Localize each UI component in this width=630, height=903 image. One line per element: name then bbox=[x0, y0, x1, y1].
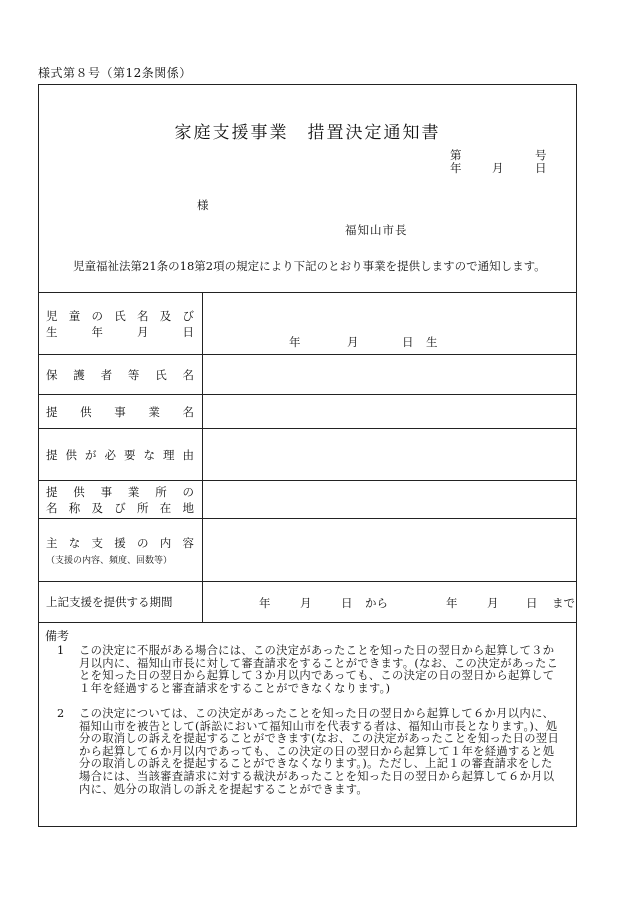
period-to-year: 年 bbox=[446, 596, 458, 610]
date-day: 日 bbox=[535, 161, 547, 175]
intro-text: 児童福祉法第21条の18第2項の規定により下記のとおり事業を提供しますので通知します。 bbox=[73, 259, 546, 273]
form-number-label: 様式第８号（第12条関係） bbox=[38, 66, 192, 80]
reason-label: 提 供 が 必 要 な 理 由 bbox=[39, 429, 203, 481]
notice-form bbox=[38, 84, 577, 827]
note-item-1 bbox=[57, 645, 562, 695]
child-value[interactable] bbox=[203, 293, 577, 355]
birth-day: 日 bbox=[402, 335, 414, 349]
note-item-2 bbox=[57, 708, 562, 796]
birth-suffix: 生 bbox=[426, 335, 438, 349]
page-title: 家庭支援事業 措置決定通知書 bbox=[174, 123, 441, 143]
row-guardian bbox=[39, 355, 577, 395]
number-suffix: 号 bbox=[535, 148, 547, 162]
period-to-day: 日 bbox=[526, 596, 538, 610]
office-value[interactable] bbox=[203, 481, 577, 519]
guardian-label: 保 護 者 等 氏 名 bbox=[39, 355, 203, 395]
period-to-month: 月 bbox=[487, 596, 499, 610]
issuer: 福知山市長 bbox=[345, 223, 408, 237]
period-from-month: 月 bbox=[300, 596, 312, 610]
recipient-honorific: 様 bbox=[197, 198, 209, 212]
note-text: この決定に不服がある場合には、この決定があったことを知った日の翌日から起算して３か月以内に、福知山市長に対して審査請求をすることができます。(なお、この決定があったことを知った日の翌日から起算して３か月以内であっても、この決定の日の翌日から起算して１年を経過すると審査請求をすることができなくなります。) bbox=[79, 644, 559, 695]
child-label-line1: 児 童 の 氏 名 及 び bbox=[46, 308, 194, 323]
period-from-label: から bbox=[365, 596, 388, 610]
date-month: 月 bbox=[492, 161, 504, 175]
row-child bbox=[39, 293, 577, 355]
birth-year: 年 bbox=[289, 335, 301, 349]
notes-header: 備考 bbox=[45, 629, 70, 643]
period-to-label: まで bbox=[552, 596, 575, 610]
service-label: 提 供 事 業 名 bbox=[39, 395, 203, 429]
guardian-value[interactable] bbox=[203, 355, 577, 395]
period-from-year: 年 bbox=[259, 596, 271, 610]
reason-value[interactable] bbox=[203, 429, 577, 481]
birth-month: 月 bbox=[347, 335, 359, 349]
row-service bbox=[39, 395, 577, 429]
row-office bbox=[39, 481, 577, 519]
period-label: 上記支援を提供する期間 bbox=[39, 582, 203, 623]
period-from-day: 日 bbox=[341, 596, 353, 610]
info-table bbox=[38, 292, 577, 623]
row-period bbox=[39, 582, 577, 623]
date-year: 年 bbox=[450, 161, 462, 175]
period-value[interactable] bbox=[203, 582, 577, 623]
child-label bbox=[39, 293, 203, 355]
number-prefix: 第 bbox=[450, 148, 462, 162]
support-label: 主 な 支 援 の 内 容 （支援の内容、頻度、回数等） bbox=[39, 519, 203, 582]
service-value[interactable] bbox=[203, 395, 577, 429]
note-number: 2 bbox=[57, 707, 65, 720]
office-label: 提 供 事 業 所 の 名 称 及 び 所 在 地 bbox=[39, 481, 203, 519]
row-reason bbox=[39, 429, 577, 481]
note-number: 1 bbox=[57, 644, 65, 657]
note-text: この決定については、この決定があったことを知った日の翌日から起算して６か月以内に、福知山市を被告として(訴訟において福知山市を代表する者は、福知山市長となります。)、処分の取消しの訴えを提起することができます(なお、この決定があったことを知った日の翌日から起算して６か月以内であっても、この決定の日の翌日から起算して１年を経過すると処分の取消しの訴えを提起することができなくなります。)。ただし、上記１の審査請求をした場合には、当該審査請求に対する裁決があったことを知った日の翌日から起算して６か月以内に、処分の取消しの訴えを提起することができます。 bbox=[79, 707, 560, 796]
support-sublabel: （支援の内容、頻度、回数等） bbox=[46, 555, 173, 566]
row-support bbox=[39, 519, 577, 582]
child-label-line2: 生 年 月 日 bbox=[46, 324, 194, 339]
support-value[interactable] bbox=[203, 519, 577, 582]
